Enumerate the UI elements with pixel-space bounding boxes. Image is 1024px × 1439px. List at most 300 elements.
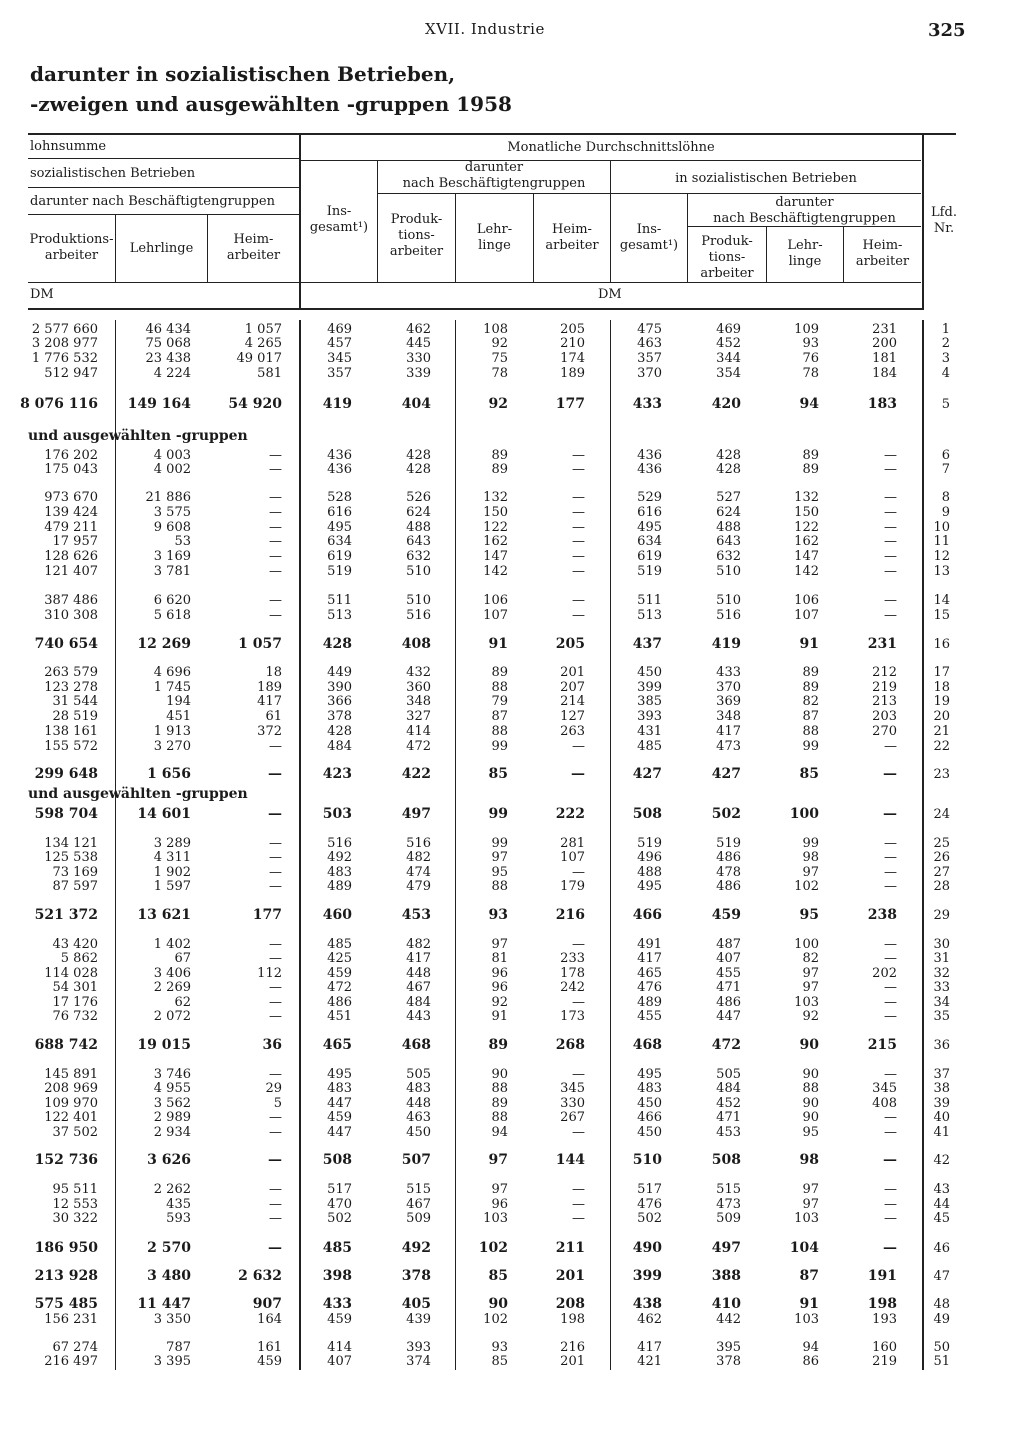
cell-lohn-lehrlinge: 96 — [491, 966, 508, 981]
body-rule-4 — [610, 320, 611, 1370]
header-darunter: darunter nach Beschäftigtengruppen — [402, 160, 586, 191]
cell-lohnsumme-lehrlinge: 3 406 — [153, 966, 191, 981]
cell-lohnsumme-heimarbeiter: — — [268, 806, 282, 822]
cell-lohnsumme-produktionsarbeiter: 31 544 — [52, 694, 98, 709]
cell-soz-lohn-insgesamt: 399 — [632, 1268, 662, 1284]
cell-lohn-lehrlinge: 99 — [491, 739, 508, 754]
cell-lohnsumme-lehrlinge: 3 626 — [147, 1152, 191, 1168]
cell-lohn-heimarbeiter: — — [572, 739, 585, 754]
cell-soz-lohn-lehrlinge: 98 — [799, 1152, 819, 1168]
cell-lohn-insgesamt: 483 — [327, 865, 352, 880]
cell-soz-lohn-lehrlinge: 89 — [802, 680, 819, 695]
cell-lohn-produktionsarbeiter: 474 — [406, 865, 431, 880]
cell-lohnsumme-heimarbeiter: 581 — [257, 366, 282, 381]
cell-soz-lohn-heimarbeiter: 215 — [867, 1037, 897, 1053]
cell-soz-lohn-lehrlinge: 90 — [802, 1096, 819, 1111]
cell-soz-lohn-produktionsarbeiter: 519 — [716, 836, 741, 851]
cell-lohnsumme-lehrlinge: 46 434 — [145, 322, 191, 337]
cell-soz-lohn-produktionsarbeiter: 369 — [716, 694, 741, 709]
cell-soz-lohn-insgesamt: 357 — [637, 351, 662, 366]
cell-lohn-heimarbeiter: 214 — [560, 694, 585, 709]
cell-lohn-heimarbeiter: 201 — [560, 1354, 585, 1369]
cell-lohnsumme-lehrlinge: 1 402 — [153, 937, 191, 952]
cell-lohnsumme-heimarbeiter: — — [269, 608, 282, 623]
cell-lohn-lehrlinge: 90 — [491, 1067, 508, 1082]
cell-lohn-insgesamt: 457 — [327, 336, 352, 351]
cell-lohn-produktionsarbeiter: 393 — [406, 1340, 431, 1355]
cell-lohn-heimarbeiter: — — [572, 1125, 585, 1140]
cell-lohnsumme-lehrlinge: 1 745 — [153, 680, 191, 695]
cell-lohn-heimarbeiter: 208 — [555, 1296, 585, 1312]
cell-lohn-lehrlinge: 89 — [491, 448, 508, 463]
cell-lohn-heimarbeiter: — — [572, 534, 585, 549]
cell-lfd-nr: 31 — [933, 951, 950, 966]
cell-lohn-insgesamt: 513 — [327, 608, 352, 623]
cell-lohn-lehrlinge: 162 — [483, 534, 508, 549]
cell-soz-lohn-lehrlinge: 142 — [794, 564, 819, 579]
cell-soz-lohn-heimarbeiter: 191 — [867, 1268, 897, 1284]
cell-lohn-insgesamt: 508 — [322, 1152, 352, 1168]
cell-lohn-insgesamt: 511 — [327, 593, 352, 608]
cell-lohn-lehrlinge: 142 — [483, 564, 508, 579]
table-title-line-2: -zweigen und ausgewählten -gruppen 1958 — [30, 92, 512, 116]
cell-soz-lohn-insgesamt: 476 — [637, 980, 662, 995]
cell-lohnsumme-lehrlinge: 5 618 — [153, 608, 191, 623]
cell-lohnsumme-heimarbeiter: — — [268, 766, 282, 782]
cell-soz-lohn-heimarbeiter: — — [884, 1009, 897, 1024]
cell-lohn-insgesamt: 449 — [327, 665, 352, 680]
cell-soz-lohn-produktionsarbeiter: 486 — [716, 850, 741, 865]
cell-lohn-produktionsarbeiter: 408 — [401, 636, 431, 652]
cell-lohnsumme-heimarbeiter: 4 265 — [244, 336, 282, 351]
cell-soz-lohn-lehrlinge: 150 — [794, 505, 819, 520]
header-produktionsarbeiter-2: Produk- tions- arbeiter — [389, 212, 444, 259]
cell-soz-lohn-insgesamt: 370 — [637, 366, 662, 381]
cell-soz-lohn-produktionsarbeiter: 378 — [716, 1354, 741, 1369]
cell-soz-lohn-produktionsarbeiter: 427 — [711, 766, 741, 782]
cell-lohn-heimarbeiter: 198 — [560, 1312, 585, 1327]
cell-soz-lohn-insgesamt: 529 — [637, 490, 662, 505]
cell-soz-lohn-insgesamt: 455 — [637, 1009, 662, 1024]
header-produktionsarbeiter-3: Produk- tions- arbeiter — [700, 234, 754, 281]
cell-soz-lohn-insgesamt: 431 — [637, 724, 662, 739]
cell-soz-lohn-lehrlinge: 78 — [802, 366, 819, 381]
cell-lohnsumme-lehrlinge: 11 447 — [137, 1296, 191, 1312]
cell-lohnsumme-heimarbeiter: 29 — [265, 1081, 282, 1096]
cell-lohnsumme-lehrlinge: 2 072 — [153, 1009, 191, 1024]
cell-lohn-insgesamt: 436 — [327, 462, 352, 477]
cell-lohnsumme-produktionsarbeiter: 175 043 — [44, 462, 98, 477]
cell-lohnsumme-lehrlinge: 2 269 — [153, 980, 191, 995]
cell-soz-lohn-heimarbeiter: — — [884, 836, 897, 851]
cell-lohn-lehrlinge: 92 — [491, 995, 508, 1010]
header-in-soz-betrieben: in sozialistischen Betrieben — [675, 171, 857, 186]
cell-soz-lohn-insgesamt: 495 — [637, 1067, 662, 1082]
cell-lohn-produktionsarbeiter: 492 — [401, 1240, 431, 1256]
cell-lohn-produktionsarbeiter: 632 — [406, 549, 431, 564]
cell-lohnsumme-lehrlinge: 3 480 — [147, 1268, 191, 1284]
cell-lohn-heimarbeiter: 205 — [555, 636, 585, 652]
cell-lohnsumme-heimarbeiter: — — [269, 505, 282, 520]
cell-soz-lohn-lehrlinge: 89 — [802, 462, 819, 477]
cell-lohnsumme-lehrlinge: 4 696 — [153, 665, 191, 680]
cell-lohn-lehrlinge: 89 — [491, 462, 508, 477]
cell-lohn-lehrlinge: 88 — [491, 680, 508, 695]
cell-lohn-produktionsarbeiter: 405 — [401, 1296, 431, 1312]
cell-soz-lohn-insgesamt: 417 — [637, 951, 662, 966]
cell-lohn-insgesamt: 485 — [327, 937, 352, 952]
cell-lohn-lehrlinge: 97 — [491, 1182, 508, 1197]
cell-lohnsumme-lehrlinge: 9 608 — [153, 520, 191, 535]
cell-lohn-lehrlinge: 88 — [491, 1081, 508, 1096]
cell-lfd-nr: 45 — [933, 1211, 950, 1226]
cell-lohn-insgesamt: 492 — [327, 850, 352, 865]
cell-soz-lohn-heimarbeiter: — — [884, 739, 897, 754]
cell-lohnsumme-produktionsarbeiter: 1 776 532 — [31, 351, 98, 366]
cell-soz-lohn-lehrlinge: 88 — [802, 1081, 819, 1096]
cell-soz-lohn-heimarbeiter: — — [883, 1240, 897, 1256]
cell-lohnsumme-heimarbeiter: 417 — [257, 694, 282, 709]
header-unit-left: DM — [30, 287, 54, 302]
cell-lohnsumme-produktionsarbeiter: 213 928 — [34, 1268, 98, 1284]
cell-soz-lohn-heimarbeiter: — — [884, 534, 897, 549]
running-head: XVII. Industrie — [425, 20, 545, 38]
cell-soz-lohn-lehrlinge: 92 — [802, 1009, 819, 1024]
cell-lohnsumme-produktionsarbeiter: 145 891 — [44, 1067, 98, 1082]
cell-lohnsumme-heimarbeiter: 1 057 — [238, 636, 282, 652]
cell-lohn-insgesamt: 419 — [322, 396, 352, 412]
cell-lohn-heimarbeiter: — — [572, 1211, 585, 1226]
cell-lohnsumme-produktionsarbeiter: 5 862 — [60, 951, 98, 966]
cell-lohn-produktionsarbeiter: 507 — [401, 1152, 431, 1168]
cell-soz-lohn-lehrlinge: 90 — [799, 1037, 819, 1053]
header-lohnsumme: lohnsumme — [30, 139, 107, 154]
cell-lohn-heimarbeiter: 205 — [560, 322, 585, 337]
cell-lfd-nr: 34 — [933, 995, 950, 1010]
rule-left-2 — [28, 187, 299, 188]
cell-lohnsumme-heimarbeiter: — — [269, 1110, 282, 1125]
cell-lohn-lehrlinge: 147 — [483, 549, 508, 564]
cell-lohnsumme-produktionsarbeiter: 95 511 — [52, 1182, 98, 1197]
cell-soz-lohn-insgesamt: 437 — [632, 636, 662, 652]
cell-lfd-nr: 37 — [933, 1067, 950, 1082]
cell-soz-lohn-lehrlinge: 90 — [802, 1067, 819, 1082]
cell-lohnsumme-heimarbeiter: — — [269, 1197, 282, 1212]
cell-lfd-nr: 36 — [933, 1038, 950, 1053]
cell-lohnsumme-produktionsarbeiter: 598 704 — [34, 806, 98, 822]
cell-lohn-lehrlinge: 91 — [488, 636, 508, 652]
cell-lohn-lehrlinge: 93 — [488, 907, 508, 923]
cell-lohn-insgesamt: 398 — [322, 1268, 352, 1284]
cell-soz-lohn-lehrlinge: 109 — [794, 322, 819, 337]
cell-lohnsumme-heimarbeiter: — — [269, 564, 282, 579]
cell-soz-lohn-produktionsarbeiter: 472 — [711, 1037, 741, 1053]
cell-lohn-insgesamt: 407 — [327, 1354, 352, 1369]
cell-soz-lohn-heimarbeiter: — — [884, 448, 897, 463]
cell-lohn-insgesamt: 460 — [322, 907, 352, 923]
cell-lohn-heimarbeiter: 242 — [560, 980, 585, 995]
cell-lfd-nr: 17 — [933, 665, 950, 680]
cell-soz-lohn-insgesamt: 513 — [637, 608, 662, 623]
cell-soz-lohn-insgesamt: 510 — [632, 1152, 662, 1168]
cell-lohnsumme-heimarbeiter: — — [269, 520, 282, 535]
cell-lohnsumme-produktionsarbeiter: 176 202 — [44, 448, 98, 463]
cell-soz-lohn-insgesamt: 450 — [637, 1096, 662, 1111]
cell-soz-lohn-heimarbeiter: 184 — [872, 366, 897, 381]
cell-lohn-lehrlinge: 92 — [488, 396, 508, 412]
cell-lohnsumme-produktionsarbeiter: 67 274 — [52, 1340, 98, 1355]
cell-soz-lohn-produktionsarbeiter: 509 — [716, 1211, 741, 1226]
cell-lohnsumme-lehrlinge: 2 934 — [153, 1125, 191, 1140]
cell-lohnsumme-heimarbeiter: 177 — [252, 907, 282, 923]
cell-lfd-nr: 41 — [933, 1125, 950, 1140]
cell-soz-lohn-insgesamt: 491 — [637, 937, 662, 952]
cell-soz-lohn-heimarbeiter: — — [884, 1211, 897, 1226]
cell-lohn-insgesamt: 345 — [327, 351, 352, 366]
cell-lohnsumme-lehrlinge: 3 562 — [153, 1096, 191, 1111]
cell-lohn-heimarbeiter: 216 — [555, 907, 585, 923]
cell-lfd-nr: 2 — [941, 336, 950, 351]
cell-lfd-nr: 11 — [933, 534, 950, 549]
cell-soz-lohn-insgesamt: 450 — [637, 665, 662, 680]
cell-soz-lohn-produktionsarbeiter: 624 — [716, 505, 741, 520]
cell-soz-lohn-produktionsarbeiter: 370 — [716, 680, 741, 695]
cell-lohn-produktionsarbeiter: 417 — [406, 951, 431, 966]
cell-lohn-lehrlinge: 102 — [478, 1240, 508, 1256]
cell-soz-lohn-insgesamt: 485 — [637, 739, 662, 754]
cell-lohnsumme-produktionsarbeiter: 125 538 — [44, 850, 98, 865]
cell-lohn-produktionsarbeiter: 348 — [406, 694, 431, 709]
cell-lohnsumme-heimarbeiter: — — [269, 951, 282, 966]
header-heimarbeiter: Heim- arbeiter — [226, 232, 281, 263]
header-insgesamt-2: Ins- gesamt¹) — [619, 222, 679, 253]
cell-soz-lohn-produktionsarbeiter: 484 — [716, 1081, 741, 1096]
cell-lohnsumme-heimarbeiter: 372 — [257, 724, 282, 739]
cell-soz-lohn-heimarbeiter: — — [884, 850, 897, 865]
cell-soz-lohn-lehrlinge: 104 — [789, 1240, 819, 1256]
cell-lohn-produktionsarbeiter: 448 — [406, 1096, 431, 1111]
cell-lohnsumme-lehrlinge: 3 575 — [153, 505, 191, 520]
cell-soz-lohn-produktionsarbeiter: 453 — [716, 1125, 741, 1140]
cell-lohnsumme-lehrlinge: 1 597 — [153, 879, 191, 894]
cell-lohn-insgesamt: 447 — [327, 1125, 352, 1140]
cell-lohn-heimarbeiter: 201 — [555, 1268, 585, 1284]
cell-soz-lohn-produktionsarbeiter: 510 — [716, 593, 741, 608]
cell-lohn-heimarbeiter: 127 — [560, 709, 585, 724]
cell-lohn-insgesamt: 378 — [327, 709, 352, 724]
cell-lfd-nr: 28 — [933, 879, 950, 894]
cell-lohn-produktionsarbeiter: 515 — [406, 1182, 431, 1197]
cell-lohnsumme-produktionsarbeiter: 8 076 116 — [20, 396, 98, 412]
cell-lfd-nr: 9 — [941, 505, 950, 520]
cell-lohnsumme-produktionsarbeiter: 128 626 — [44, 549, 98, 564]
cell-lohn-produktionsarbeiter: 428 — [406, 448, 431, 463]
cell-lohn-insgesamt: 451 — [327, 1009, 352, 1024]
cell-soz-lohn-produktionsarbeiter: 473 — [716, 739, 741, 754]
cell-lohnsumme-produktionsarbeiter: 12 553 — [52, 1197, 98, 1212]
cell-lohn-lehrlinge: 94 — [491, 1125, 508, 1140]
cell-soz-lohn-heimarbeiter: — — [884, 1197, 897, 1212]
cell-lfd-nr: 10 — [933, 520, 950, 535]
cell-lohnsumme-produktionsarbeiter: 114 028 — [44, 966, 98, 981]
cell-lohnsumme-heimarbeiter: — — [269, 490, 282, 505]
rule-right-4 — [301, 282, 921, 283]
cell-soz-lohn-insgesamt: 508 — [632, 806, 662, 822]
header-darunter-2: darunter nach Beschäftigtengruppen — [713, 195, 896, 226]
cell-lfd-nr: 44 — [933, 1197, 950, 1212]
cell-soz-lohn-produktionsarbeiter: 508 — [711, 1152, 741, 1168]
cell-soz-lohn-heimarbeiter: — — [884, 951, 897, 966]
cell-lohnsumme-heimarbeiter: — — [269, 448, 282, 463]
cell-soz-lohn-insgesamt: 450 — [637, 1125, 662, 1140]
cell-soz-lohn-produktionsarbeiter: 486 — [716, 995, 741, 1010]
cell-lohn-lehrlinge: 122 — [483, 520, 508, 535]
cell-lohn-insgesamt: 484 — [327, 739, 352, 754]
cell-lohn-insgesamt: 423 — [322, 766, 352, 782]
cell-soz-lohn-insgesamt: 619 — [637, 549, 662, 564]
cell-lohn-lehrlinge: 150 — [483, 505, 508, 520]
cell-lohn-produktionsarbeiter: 510 — [406, 593, 431, 608]
cell-lohn-heimarbeiter: 178 — [560, 966, 585, 981]
cell-soz-lohn-insgesamt: 417 — [637, 1340, 662, 1355]
cell-lfd-nr: 23 — [933, 767, 950, 782]
cell-soz-lohn-insgesamt: 468 — [632, 1037, 662, 1053]
cell-soz-lohn-heimarbeiter: 219 — [872, 680, 897, 695]
cell-soz-lohn-lehrlinge: 162 — [794, 534, 819, 549]
cell-soz-lohn-insgesamt: 462 — [637, 1312, 662, 1327]
cell-lohn-lehrlinge: 106 — [483, 593, 508, 608]
body-rule-5 — [922, 320, 924, 1370]
cell-lohnsumme-lehrlinge: 451 — [166, 709, 191, 724]
cell-soz-lohn-lehrlinge: 85 — [799, 766, 819, 782]
cell-lohn-produktionsarbeiter: 468 — [401, 1037, 431, 1053]
cell-lohnsumme-heimarbeiter: 189 — [257, 680, 282, 695]
cell-lfd-nr: 40 — [933, 1110, 950, 1125]
cell-lfd-nr: 35 — [933, 1009, 950, 1024]
cell-soz-lohn-lehrlinge: 87 — [799, 1268, 819, 1284]
cell-lohn-produktionsarbeiter: 467 — [406, 1197, 431, 1212]
cell-lohnsumme-heimarbeiter: — — [269, 1009, 282, 1024]
cell-lohn-lehrlinge: 102 — [483, 1312, 508, 1327]
cell-soz-lohn-lehrlinge: 97 — [802, 980, 819, 995]
header-top-rule — [28, 133, 956, 135]
cell-lohnsumme-lehrlinge: 21 886 — [145, 490, 191, 505]
cell-lohn-insgesamt: 436 — [327, 448, 352, 463]
cell-lohn-lehrlinge: 75 — [491, 351, 508, 366]
cell-lohn-insgesamt: 495 — [327, 520, 352, 535]
cell-lohnsumme-produktionsarbeiter: 109 970 — [44, 1096, 98, 1111]
cell-soz-lohn-heimarbeiter: 213 — [872, 694, 897, 709]
cell-lohn-insgesamt: 517 — [327, 1182, 352, 1197]
cell-soz-lohn-produktionsarbeiter: 478 — [716, 865, 741, 880]
rule-right-2 — [377, 193, 921, 194]
cell-soz-lohn-insgesamt: 436 — [637, 448, 662, 463]
cell-lohnsumme-produktionsarbeiter: 521 372 — [34, 907, 98, 923]
cell-soz-lohn-heimarbeiter: — — [884, 865, 897, 880]
cell-lfd-nr: 7 — [941, 462, 950, 477]
cell-lohnsumme-heimarbeiter: — — [269, 1211, 282, 1226]
cell-soz-lohn-produktionsarbeiter: 428 — [716, 462, 741, 477]
cell-lohnsumme-heimarbeiter: — — [268, 1240, 282, 1256]
cell-soz-lohn-produktionsarbeiter: 469 — [716, 322, 741, 337]
cell-lohn-produktionsarbeiter: 360 — [406, 680, 431, 695]
cell-lfd-nr: 12 — [933, 549, 950, 564]
cell-lohn-insgesamt: 357 — [327, 366, 352, 381]
cell-lohn-produktionsarbeiter: 463 — [406, 1110, 431, 1125]
cell-lohn-insgesamt: 447 — [327, 1096, 352, 1111]
cell-soz-lohn-heimarbeiter: — — [884, 593, 897, 608]
cell-lfd-nr: 48 — [933, 1297, 950, 1312]
header-darunter-beschaeftigtengruppen: darunter nach Beschäftigtengruppen — [30, 194, 275, 209]
cell-lohn-produktionsarbeiter: 526 — [406, 490, 431, 505]
cell-soz-lohn-produktionsarbeiter: 486 — [716, 879, 741, 894]
cell-soz-lohn-heimarbeiter: — — [884, 995, 897, 1010]
cell-soz-lohn-lehrlinge: 106 — [794, 593, 819, 608]
cell-soz-lohn-insgesamt: 511 — [637, 593, 662, 608]
cell-lfd-nr: 15 — [933, 608, 950, 623]
cell-lohnsumme-lehrlinge: 4 224 — [153, 366, 191, 381]
cell-lohn-heimarbeiter: 267 — [560, 1110, 585, 1125]
body-rule-1 — [115, 320, 116, 1370]
cell-lfd-nr: 14 — [933, 593, 950, 608]
cell-lohnsumme-lehrlinge: 53 — [174, 534, 191, 549]
cell-lohn-produktionsarbeiter: 432 — [406, 665, 431, 680]
cell-lfd-nr: 50 — [933, 1340, 950, 1355]
cell-lohn-lehrlinge: 107 — [483, 608, 508, 623]
cell-soz-lohn-heimarbeiter: 231 — [872, 322, 897, 337]
cell-lohnsumme-lehrlinge: 1 913 — [153, 724, 191, 739]
cell-soz-lohn-produktionsarbeiter: 487 — [716, 937, 741, 952]
cell-soz-lohn-heimarbeiter: 160 — [872, 1340, 897, 1355]
cell-lohnsumme-heimarbeiter: 54 920 — [228, 396, 282, 412]
cell-lohn-produktionsarbeiter: 483 — [406, 1081, 431, 1096]
cell-lohnsumme-heimarbeiter: — — [269, 1125, 282, 1140]
cell-lohn-produktionsarbeiter: 374 — [406, 1354, 431, 1369]
cell-lohnsumme-lehrlinge: 14 601 — [137, 806, 191, 822]
cell-soz-lohn-heimarbeiter: 200 — [872, 336, 897, 351]
cell-lohn-insgesamt: 472 — [327, 980, 352, 995]
cell-lfd-nr: 27 — [933, 865, 950, 880]
cell-lohn-heimarbeiter: 107 — [560, 850, 585, 865]
header-heimarbeiter-3: Heim- arbeiter — [855, 238, 910, 269]
cell-soz-lohn-produktionsarbeiter: 452 — [716, 1096, 741, 1111]
cell-soz-lohn-produktionsarbeiter: 471 — [716, 980, 741, 995]
cell-lohn-produktionsarbeiter: 448 — [406, 966, 431, 981]
cell-lohnsumme-produktionsarbeiter: 152 736 — [34, 1152, 98, 1168]
cell-lohn-produktionsarbeiter: 443 — [406, 1009, 431, 1024]
cell-soz-lohn-insgesamt: 463 — [637, 336, 662, 351]
cell-lohn-produktionsarbeiter: 467 — [406, 980, 431, 995]
cell-lohn-lehrlinge: 85 — [488, 1268, 508, 1284]
cell-lohnsumme-heimarbeiter: — — [268, 1152, 282, 1168]
cell-lohn-lehrlinge: 88 — [491, 724, 508, 739]
cell-lfd-nr: 21 — [933, 724, 950, 739]
cell-lohn-lehrlinge: 89 — [491, 665, 508, 680]
cell-lohn-produktionsarbeiter: 484 — [406, 995, 431, 1010]
cell-lfd-nr: 1 — [941, 322, 950, 337]
cell-lohnsumme-heimarbeiter: — — [269, 836, 282, 851]
cell-soz-lohn-heimarbeiter: — — [884, 490, 897, 505]
header-produktionsarbeiter: Produktions- arbeiter — [29, 232, 114, 263]
cell-lohnsumme-lehrlinge: 4 003 — [153, 448, 191, 463]
header-lehrlinge-2: Lehr- linge — [476, 222, 513, 253]
cell-soz-lohn-heimarbeiter: 202 — [872, 966, 897, 981]
cell-soz-lohn-insgesamt: 427 — [632, 766, 662, 782]
cell-lohn-lehrlinge: 78 — [491, 366, 508, 381]
cell-lohn-heimarbeiter: — — [571, 766, 585, 782]
cell-soz-lohn-produktionsarbeiter: 502 — [711, 806, 741, 822]
cell-lohn-insgesamt: 503 — [322, 806, 352, 822]
